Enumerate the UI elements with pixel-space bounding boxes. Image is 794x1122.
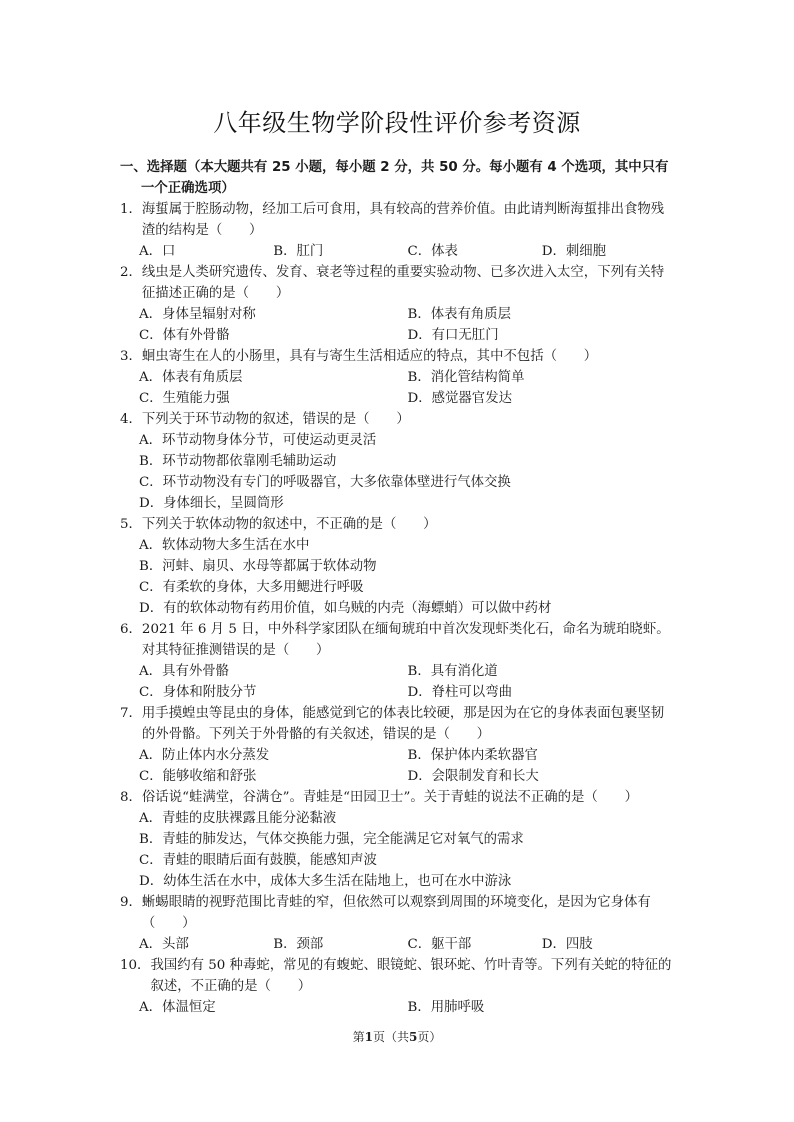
question-item bbox=[120, 346, 676, 409]
footer-page-number: 1 bbox=[364, 1030, 373, 1044]
option-group bbox=[120, 241, 676, 262]
answer-option: B．青蛙的肺发达，气体交换能力强，完全能满足它对氧气的需求 bbox=[139, 832, 524, 847]
option-row bbox=[139, 241, 676, 262]
answer-option: C．身体和附肢分节 bbox=[139, 685, 257, 700]
question-item bbox=[120, 787, 676, 892]
question-number: 5． bbox=[120, 517, 142, 532]
answer-option: A．头部 bbox=[139, 937, 189, 952]
option-row bbox=[139, 850, 676, 871]
answer-option: B．具有消化道 bbox=[407, 664, 498, 679]
answer-option: B．颈部 bbox=[273, 937, 324, 952]
option-row bbox=[139, 745, 676, 766]
option-group bbox=[120, 745, 676, 787]
footer-middle: 页（共 bbox=[372, 1030, 409, 1044]
question-number: 2． bbox=[120, 265, 142, 280]
answer-option: A．环节动物身体分节，可使运动更灵活 bbox=[139, 433, 377, 448]
question-text: 2021 年 6 月 5 日，中外科学家团队在缅甸琥珀中首次发现虾类化石，命名为琥珀晓虾。对其特征推测错误的是（ ） bbox=[141, 622, 670, 658]
option-group bbox=[120, 934, 676, 955]
answer-option: D．会限制发育和长大 bbox=[407, 769, 539, 784]
answer-option: D．有的软体动物有药用价值，如乌贼的内壳（海螵蛸）可以做中药材 bbox=[139, 601, 552, 616]
option-row bbox=[139, 304, 676, 325]
question-text: 海蜇属于腔肠动物，经加工后可食用，具有较高的营养价值。由此请判断海蜇排出食物残渣的结构是（ ） bbox=[141, 202, 665, 238]
question-item bbox=[120, 262, 676, 346]
question-number: 4． bbox=[120, 412, 142, 427]
option-group bbox=[120, 808, 676, 892]
answer-option: A．青蛙的皮肤裸露且能分泌黏液 bbox=[139, 811, 337, 826]
answer-option: C．环节动物没有专门的呼吸器官，大多依靠体壁进行气体交换 bbox=[139, 475, 511, 490]
answer-option: C．体表 bbox=[407, 244, 458, 259]
question-number: 9． bbox=[120, 895, 142, 910]
option-group bbox=[120, 535, 676, 619]
question-stem bbox=[120, 409, 676, 430]
option-row bbox=[139, 766, 676, 787]
question-number: 10． bbox=[120, 958, 151, 973]
question-stem bbox=[120, 514, 676, 535]
question-item bbox=[120, 955, 676, 1018]
answer-option: B．肛门 bbox=[273, 244, 324, 259]
question-stem bbox=[120, 199, 676, 241]
answer-option: D．幼体生活在水中，成体大多生活在陆地上，也可在水中游泳 bbox=[139, 874, 512, 889]
question-stem bbox=[120, 955, 676, 997]
footer-prefix: 第 bbox=[352, 1030, 365, 1044]
option-group bbox=[120, 367, 676, 409]
answer-option: A．体温恒定 bbox=[139, 1000, 216, 1015]
answer-option: D．感觉器官发达 bbox=[407, 391, 512, 406]
question-number: 6． bbox=[120, 622, 142, 637]
answer-option: C．青蛙的眼睛后面有鼓膜，能感知声波 bbox=[139, 853, 377, 868]
question-text: 用手摸蝗虫等昆虫的身体，能感觉到它的体表比较硬，那是因为在它的身体表面包裹坚韧的外骨骼。下列关于外骨骼的有关叙述，错误的是（ ） bbox=[141, 706, 665, 742]
option-row bbox=[139, 367, 676, 388]
question-text: 我国约有 50 种毒蛇，常见的有蝮蛇、眼镜蛇、银环蛇、竹叶青等。下列有关蛇的特征的叙述，不正确的是（ ） bbox=[150, 958, 672, 994]
option-row bbox=[139, 325, 676, 346]
page-footer bbox=[0, 1028, 794, 1045]
option-row bbox=[139, 997, 676, 1018]
option-row bbox=[139, 934, 676, 955]
option-group bbox=[120, 304, 676, 346]
answer-option: B．保护体内柔软器官 bbox=[407, 748, 538, 763]
option-row bbox=[139, 871, 676, 892]
option-row bbox=[139, 598, 676, 619]
footer-suffix: 页） bbox=[417, 1030, 442, 1044]
option-row bbox=[139, 388, 676, 409]
question-item bbox=[120, 892, 676, 955]
answer-option: C．能够收缩和舒张 bbox=[139, 769, 257, 784]
answer-option: C．躯干部 bbox=[407, 937, 472, 952]
question-item bbox=[120, 619, 676, 703]
answer-option: D．刺细胞 bbox=[541, 244, 607, 259]
answer-option: A．口 bbox=[139, 244, 176, 259]
answer-option: A．体表有角质层 bbox=[139, 370, 243, 385]
option-group bbox=[120, 997, 676, 1018]
answer-option: D．有口无肛门 bbox=[407, 328, 499, 343]
option-row bbox=[139, 451, 676, 472]
answer-option: A．具有外骨骼 bbox=[139, 664, 230, 679]
question-text: 蛔虫寄生在人的小肠里，具有与寄生生活相适应的特点，其中不包括（ ） bbox=[141, 349, 598, 364]
question-stem bbox=[120, 262, 676, 304]
answer-option: B．环节动物都依靠刚毛辅助运动 bbox=[139, 454, 337, 469]
option-row bbox=[139, 556, 676, 577]
question-number: 8． bbox=[120, 790, 142, 805]
question-stem bbox=[120, 892, 676, 934]
question-list bbox=[120, 157, 676, 1018]
answer-option: A．软体动物大多生活在水中 bbox=[139, 538, 310, 553]
section-heading: 一、选择题（本大题共有 25 小题，每小题 2 分，共 50 分。每小题有 4 个选项，其中只有一个正确选项） bbox=[120, 160, 669, 196]
option-row bbox=[139, 472, 676, 493]
question-stem bbox=[120, 619, 676, 661]
question-number: 7． bbox=[120, 706, 142, 721]
answer-option: D．四肢 bbox=[541, 937, 593, 952]
option-row bbox=[139, 829, 676, 850]
question-stem bbox=[120, 787, 676, 808]
question-item bbox=[120, 199, 676, 262]
question-stem bbox=[120, 703, 676, 745]
question-text: 蜥蜴眼睛的视野范围比青蛙的窄，但依然可以观察到周围的环境变化，是因为它身体有（ ） bbox=[141, 895, 651, 931]
question-stem bbox=[120, 346, 676, 367]
answer-option: C．生殖能力强 bbox=[139, 391, 230, 406]
question-item bbox=[120, 514, 676, 619]
answer-option: A．防止体内水分蒸发 bbox=[139, 748, 270, 763]
option-row bbox=[139, 535, 676, 556]
option-row bbox=[139, 493, 676, 514]
answer-option: B．消化管结构简单 bbox=[407, 370, 525, 385]
question-text: 下列关于环节动物的叙述，错误的是（ ） bbox=[141, 412, 410, 427]
option-row bbox=[139, 682, 676, 703]
option-row bbox=[139, 577, 676, 598]
option-row bbox=[139, 430, 676, 451]
answer-option: B．用肺呼吸 bbox=[407, 1000, 485, 1015]
page-title: 八年级生物学阶段性评价参考资源 bbox=[213, 109, 581, 137]
answer-option: C．有柔软的身体，大多用鳃进行呼吸 bbox=[139, 580, 364, 595]
question-number: 1． bbox=[120, 202, 142, 217]
option-group bbox=[120, 661, 676, 703]
option-row bbox=[139, 661, 676, 682]
question-item bbox=[120, 409, 676, 514]
question-text: 俗话说“蛙满堂，谷满仓”。青蛙是“田园卫士”。关于青蛙的说法不正确的是（ ） bbox=[141, 790, 638, 805]
question-text: 线虫是人类研究遗传、发育、衰老等过程的重要实验动物、已多次进入太空，下列有关特征描述正确的是（ ） bbox=[141, 265, 665, 301]
question-text: 下列关于软体动物的叙述中，不正确的是（ ） bbox=[141, 517, 437, 532]
answer-option: B．体表有角质层 bbox=[407, 307, 512, 322]
answer-option: D．身体细长，呈圆筒形 bbox=[139, 496, 284, 511]
question-item bbox=[120, 703, 676, 787]
answer-option: D．脊柱可以弯曲 bbox=[407, 685, 512, 700]
answer-option: B．河蚌、扇贝、水母等都属于软体动物 bbox=[139, 559, 377, 574]
question-number: 3． bbox=[120, 349, 142, 364]
option-group bbox=[120, 430, 676, 514]
footer-total-pages: 5 bbox=[409, 1030, 418, 1044]
option-row bbox=[139, 808, 676, 829]
answer-option: A．身体呈辐射对称 bbox=[139, 307, 256, 322]
answer-option: C．体有外骨骼 bbox=[139, 328, 230, 343]
